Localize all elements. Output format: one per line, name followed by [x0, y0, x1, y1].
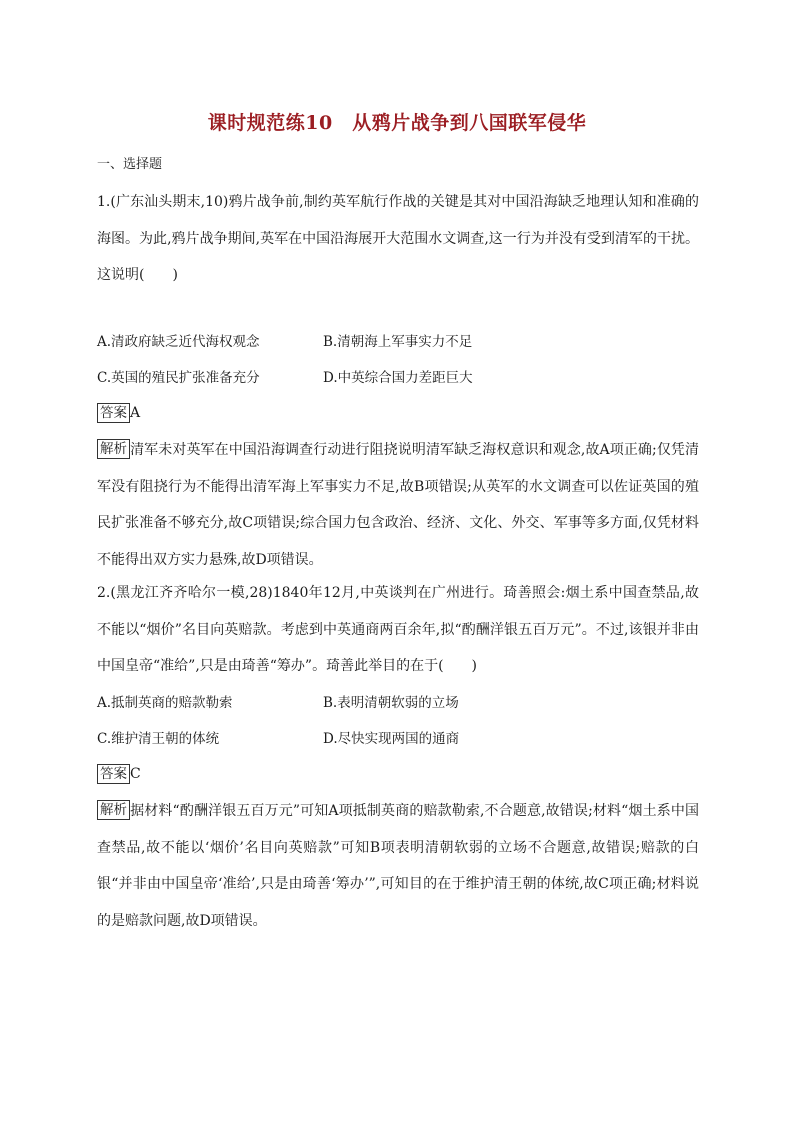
explanation-text: 据材料“酌酬洋银五百万元”可知A项抵制英商的赔款勒索,不合题意,故错误;材料“烟土系中国查禁品,故不能以‘烟价’名目向英赔款”可知B项表明清朝软弱的立场不合题意,故错误;赔款的白银“并非由中国皇帝‘准给’,只是由琦善‘筹办’”,可知目的在于维护清王朝的体统,故C项正确;材料说的是赔款问题,故D项错误。	[97, 803, 699, 929]
options-row	[97, 685, 699, 721]
page-title: 课时规范练10 从鸦片战争到八国联军侵华	[207, 112, 587, 134]
option-c: C.英国的殖民扩张准备充分	[97, 370, 260, 386]
options-row	[97, 721, 699, 757]
question-1-explanation	[97, 432, 699, 578]
explanation-label: 解析	[97, 800, 130, 820]
answer-value: C	[130, 766, 141, 782]
option-b: B.清朝海上军事实力不足	[323, 334, 473, 350]
option-b: B.表明清朝软弱的立场	[323, 695, 459, 711]
options-row	[97, 324, 699, 360]
question-1-answer	[97, 402, 140, 424]
question-1-stem: 1.(广东汕头期末,10)鸦片战争前,制约英军航行作战的关键是其对中国沿海缺乏地理认知和准确的海图。为此,鸦片战争期间,英军在中国沿海展开大范围水文调查,这一行为并没有受到清军的干扰。这说明( )	[97, 194, 699, 283]
options-row	[97, 360, 699, 396]
question-1-options	[97, 324, 699, 396]
question-2-explanation	[97, 793, 699, 939]
answer-value: A	[130, 405, 141, 421]
option-c: C.维护清王朝的体统	[97, 731, 220, 747]
explanation-text: 清军未对英军在中国沿海调查行动进行阻挠说明清军缺乏海权意识和观念,故A项正确;仅凭清军没有阻挠行为不能得出清军海上军事实力不足,故B项错误;从英军的水文调查可以佐证英国的殖民扩张准备不够充分,故C项错误;综合国力包含政治、经济、文化、外交、军事等多方面,仅凭材料不能得出双方实力悬殊,故D项错误。	[97, 442, 699, 568]
question-2-options	[97, 685, 699, 757]
explanation-label: 解析	[97, 439, 130, 459]
question-2-answer	[97, 763, 141, 785]
section-heading: 一、选择题	[97, 157, 163, 172]
option-d: D.中英综合国力差距巨大	[323, 370, 473, 386]
option-a: A.抵制英商的赔款勒索	[97, 695, 233, 711]
question-2-stem: 2.(黑龙江齐齐哈尔一模,28)1840年12月,中英谈判在广州进行。琦善照会:烟土系中国查禁品,故不能以“烟价”名目向英赔款。考虑到中英通商两百余年,拟“酌酬洋银五百万元”。不过,该银并非由中国皇帝“准给”,只是由琦善“筹办”。琦善此举目的在于( )	[97, 585, 699, 674]
option-d: D.尽快实现两国的通商	[323, 731, 460, 747]
answer-label: 答案	[97, 403, 130, 423]
option-a: A.清政府缺乏近代海权观念	[97, 334, 260, 350]
answer-label: 答案	[97, 764, 130, 784]
